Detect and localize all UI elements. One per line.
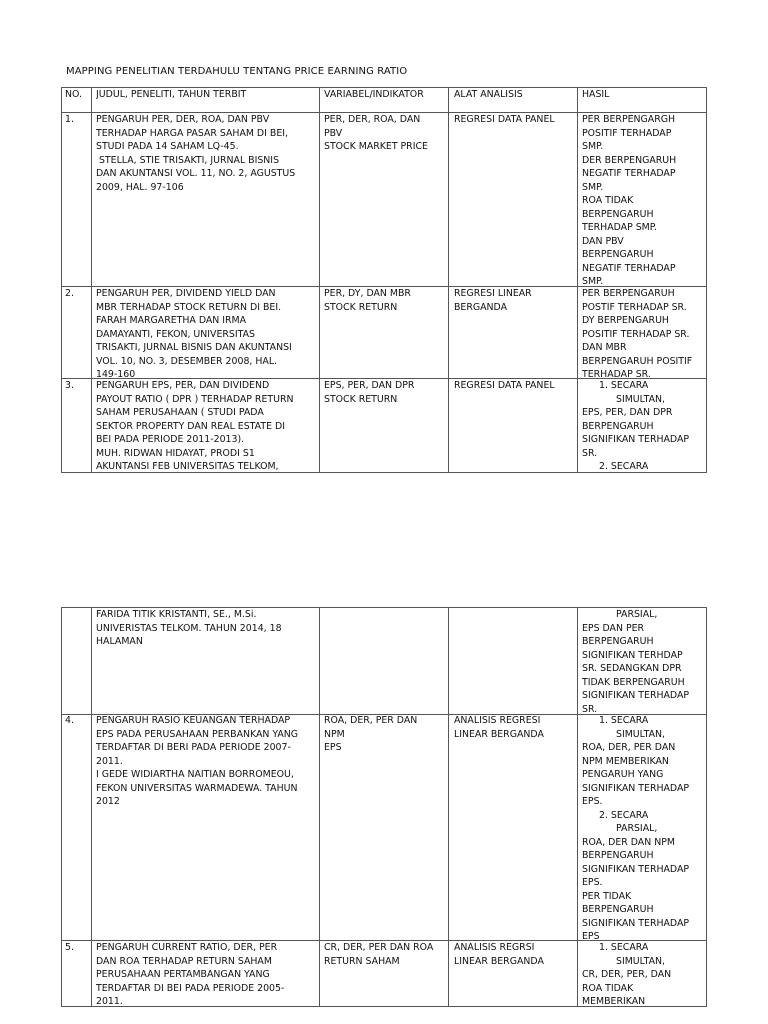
header-no: NO. — [65, 89, 82, 100]
row-judul: PENGARUH EPS, PER, DAN DIVIDEND PAYOUT RATIO ( DPR ) TERHADAP RETURN SAHAM PERUSAHAAN ( STUDI PADA SEKTOR PROPERTY DAN REAL ESTATE DI BEI PADA PERIODE 2011-2013). MUH. RIDWAN HIDAYAT, PRODI S1 AKUNTANSI FEB UNIVERSITAS TELKOM, — [96, 380, 294, 472]
hasil-list-item: 2. SECARA — [599, 461, 649, 472]
row-variabel: ROA, DER, PER DAN NPM EPS — [324, 715, 418, 753]
document-title: MAPPING PENELITIAN TERDAHULU TENTANG PRICE EARNING RATIO — [66, 66, 408, 77]
row-no: 5. — [65, 942, 74, 953]
row-no: 2. — [65, 288, 74, 299]
header-judul: JUDUL, PENELITI, TAHUN TERBIT — [96, 89, 247, 100]
row-alat: REGRESI DATA PANEL — [454, 114, 555, 125]
row-hasil — [582, 714, 706, 940]
row-no: 1. — [65, 114, 74, 125]
row-hasil — [582, 608, 706, 714]
hasil-list-item: 1. SECARA — [599, 380, 649, 391]
hasil-list-item: 1. SECARA — [599, 715, 649, 726]
hasil-text: ROA, DER, PER DAN NPM MEMBERIKAN PENGARUH YANG SIGNIFIKAN TERHADAP EPS. — [582, 742, 690, 807]
row-hasil — [582, 379, 706, 472]
row-hasil — [582, 941, 706, 1006]
row-no: 3. — [65, 380, 74, 391]
row-judul: PENGARUH RASIO KEUANGAN TERHADAP EPS PADA PERUSAHAAN PERBANKAN YANG TERDAFTAR DI BERI PADA PERIODE 2007- 2011. I GEDE WIDIARTHA NAITIAN BORROMEOU, FEKON UNIVERSITAS WARMADEWA. TAHUN 2012 — [96, 715, 299, 807]
row-judul: FARIDA TITIK KRISTANTI, SE., M.Si. UNIVERISTAS TELKOM. TAHUN 2014, 18 HALAMAN — [96, 609, 282, 647]
row-alat: ANALISIS REGRESI LINEAR BERGANDA — [454, 715, 544, 740]
hasil-list-item-cont: SIMULTAN, — [616, 955, 666, 967]
row-variabel: PER, DY, DAN MBR STOCK RETURN — [324, 288, 411, 313]
hasil-list-item-cont: PARSIAL, — [616, 609, 658, 620]
hasil-text: EPS, PER, DAN DPR BERPENGARUH SIGNIFIKAN TERHADAP SR. — [582, 407, 690, 459]
hasil-list-item-cont: PARSIAL, — [616, 823, 658, 834]
row-judul: PENGARUH CURRENT RATIO, DER, PER DAN ROA TERHADAP RETURN SAHAM PERUSAHAAN PERTAMBANGAN YANG TERDAFTAR DI BEI PADA PERIODE 2005- 2011. — [96, 942, 285, 1006]
row-no: 4. — [65, 715, 74, 726]
row-alat: REGRESI DATA PANEL — [454, 380, 555, 391]
hasil-text: CR, DER, PER, DAN ROA TIDAK MEMBERIKAN — [582, 969, 672, 1006]
row-variabel: PER, DER, ROA, DAN PBV STOCK MARKET PRICE — [324, 114, 428, 152]
hasil-text: EPS DAN PER BERPENGARUH SIGNIFIKAN TERHDAP SR. SEDANGKAN DPR TIDAK BERPENGARUH SIGNIFIKAN TERHADAP SR. — [582, 622, 690, 714]
hasil-list-item-cont: SIMULTAN, — [616, 728, 666, 740]
row-variabel: CR, DER, PER DAN ROA RETURN SAHAM — [324, 942, 434, 967]
header-hasil: HASIL — [582, 89, 610, 100]
header-variabel: VARIABEL/INDIKATOR — [324, 89, 424, 100]
hasil-list-item: 2. SECARA — [599, 809, 649, 821]
row-alat: REGRESI LINEAR BERGANDA — [454, 288, 532, 313]
hasil-text: ROA, DER DAN NPM BERPENGARUH SIGNIFIKAN TERHADAP EPS. PER TIDAK BERPENGARUH SIGNIFIKAN TERHADAP EPS — [582, 836, 690, 940]
header-alat: ALAT ANALISIS — [454, 89, 523, 100]
hasil-list-item: 1. SECARA — [599, 942, 649, 953]
row-hasil: PER BERPENGARUH POSTIF TERHADAP SR. DY BERPENGARUH POSITIF TERHADAP SR. DAN MBR BERPENGARUH POSITIF TERHADAP SR. — [582, 288, 693, 378]
row-alat: ANALISIS REGRSI LINEAR BERGANDA — [454, 942, 544, 967]
row-judul: PENGARUH PER, DIVIDEND YIELD DAN MBR TERHADAP STOCK RETURN DI BEI. FARAH MARGARETHA DAN IRMA DAMAYANTI, FEKON, UNIVERSITAS TRISAKTI, JURNAL BISNIS DAN AKUNTANSI VOL. 10, NO. 3, DESEMBER 2008, HAL. 149-160 — [96, 288, 292, 380]
row-hasil: PER BERPENGARGH POSITIF TERHADAP SMP. DER BERPENGARUH NEGATIF TERHADAP SMP. ROA TIDAK BERPENGARUH TERHADAP SMP. DAN PBV BERPENGARUH NEGATIF TERHADAP SMP. — [582, 114, 677, 286]
hasil-list-item-cont: SIMULTAN, — [616, 393, 666, 405]
row-judul: PENGARUH PER, DER, ROA, DAN PBV TERHADAP HARGA PASAR SAHAM DI BEI, STUDI PADA 14 SAHAM LQ-45. STELLA, STIE TRISAKTI, JURNAL BISNIS DAN AKUNTANSI VOL. 11, NO. 2, AGUSTUS 2009, HAL. 97-106 — [96, 114, 296, 193]
row-variabel: EPS, PER, DAN DPR STOCK RETURN — [324, 380, 415, 405]
